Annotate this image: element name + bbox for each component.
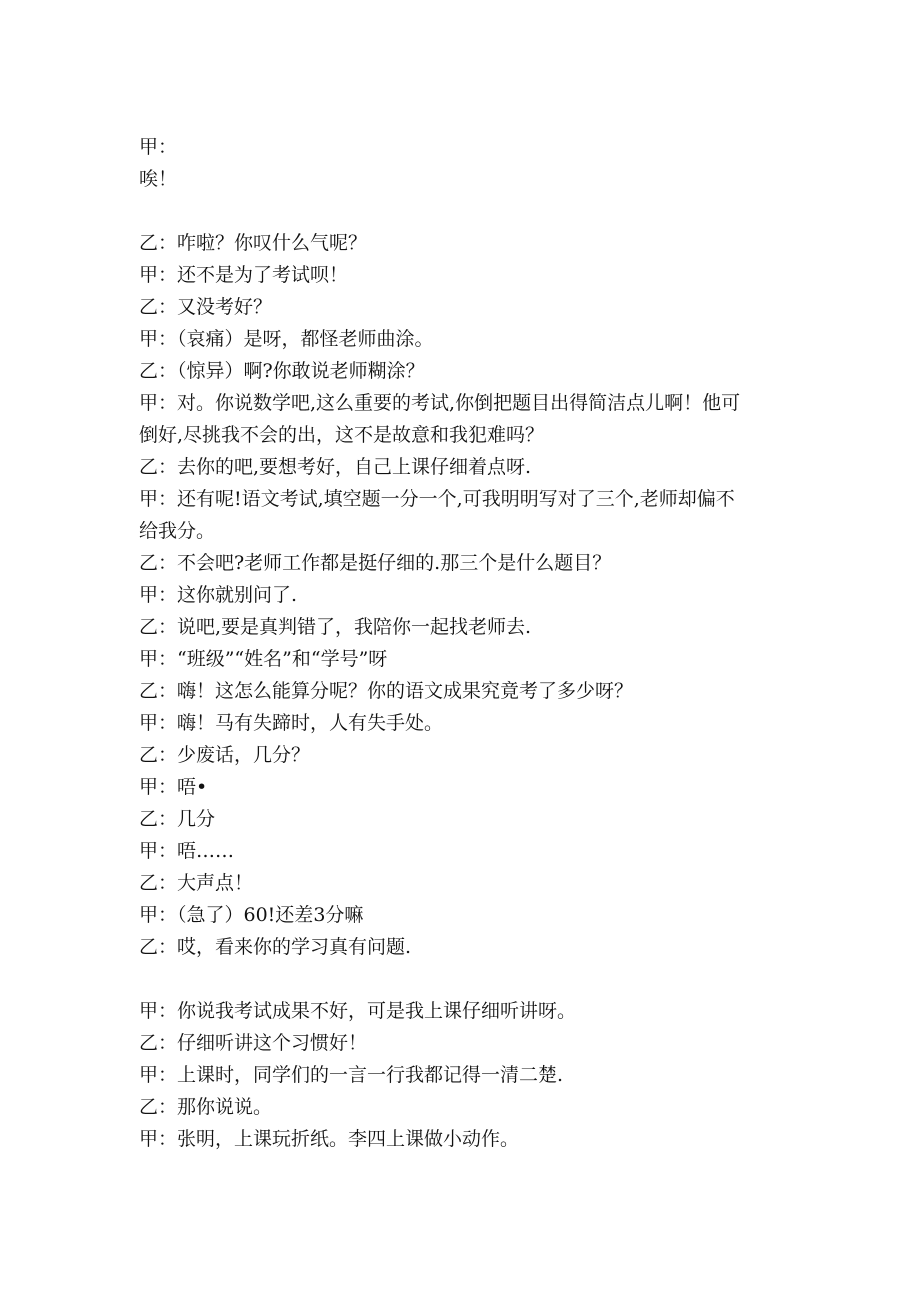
dialogue-line: 倒好,尽挑我不会的出，这不是故意和我犯难吗？: [139, 424, 545, 446]
dialogue-line: 甲：张明，上课玩折纸。李四上课做小动作。: [139, 1128, 520, 1150]
dialogue-line: 甲：（急了）60!还差3分嘛: [139, 904, 364, 926]
dialogue-line: 乙：那你说说。: [139, 1096, 273, 1118]
dialogue-line: 给我分。: [139, 520, 216, 542]
dialogue-line: 甲：还不是为了考试呗！: [139, 264, 349, 286]
blank-line: [139, 195, 789, 227]
dialogue-line: 乙：几分: [139, 808, 216, 830]
dialogue-line: 甲：对。你说数学吧,这么重要的考试,你倒把题目出得简洁点儿啊！他可: [139, 392, 741, 414]
dialogue-line: 唉！: [139, 168, 178, 190]
dialogue-line: 乙：仔细听讲这个习惯好！: [139, 1032, 368, 1054]
dialogue-line: 甲：: [139, 136, 178, 158]
blank-line: [139, 963, 789, 995]
dialogue-line: 甲：唔•: [139, 776, 208, 798]
dialogue-text: [139, 131, 789, 1155]
dialogue-line: 乙：咋啦？你叹什么气呢？: [139, 232, 368, 254]
dialogue-line: 甲：还有呢!语文考试,填空题一分一个,可我明明写对了三个,老师却偏不: [139, 488, 735, 510]
dialogue-line: 乙：不会吧?老师工作都是挺仔细的.那三个是什么题目？: [139, 552, 612, 574]
dialogue-line: 甲：这你就别问了.: [139, 584, 298, 606]
dialogue-line: 甲：你说我考试成果不好，可是我上课仔细听讲呀。: [139, 1000, 577, 1022]
dialogue-line: 甲：（哀痛）是呀，都怪老师曲涂。: [139, 328, 434, 350]
dialogue-line: 乙：去你的吧,要想考好，自己上课仔细着点呀.: [139, 456, 532, 478]
dialogue-line: 甲：嗨！马有失蹄时，人有失手处。: [139, 712, 444, 734]
dialogue-line: 乙：说吧,要是真判错了，我陪你一起找老师去.: [139, 616, 532, 638]
dialogue-line: 甲：上课时，同学们的一言一行我都记得一清二楚.: [139, 1064, 564, 1086]
dialogue-line: 乙：（惊异）啊?你敢说老师糊涂？: [139, 360, 425, 382]
dialogue-line: 乙：少废话，几分？: [139, 744, 311, 766]
dialogue-line: 乙：又没考好？: [139, 296, 273, 318]
dialogue-line: 乙：大声点！: [139, 872, 254, 894]
dialogue-line: 乙：嗨！这怎么能算分呢？你的语文成果究竟考了多少呀？: [139, 680, 634, 702]
dialogue-line: 甲：唔……: [139, 840, 235, 862]
dialogue-line: 乙：哎，看来你的学习真有问题.: [139, 936, 412, 958]
dialogue-line: 甲：“班级”“姓名”和“学号”呀: [139, 648, 388, 670]
